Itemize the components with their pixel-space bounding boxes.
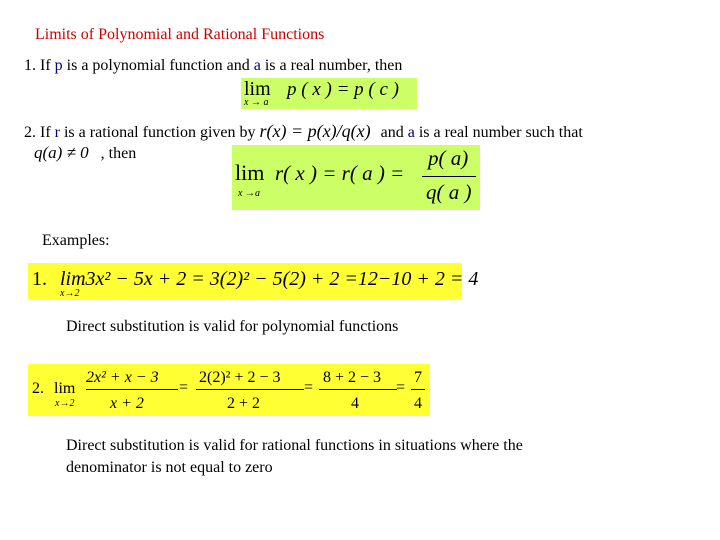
example2-f1-num: 2x² + x − 3	[86, 369, 159, 386]
rule2-formula-den: q( a )	[426, 180, 472, 204]
rule2-formula-left: r( x ) = r( a ) =	[275, 161, 405, 185]
rule1-formula-body: p ( x ) = p ( c )	[287, 79, 399, 100]
rule1-formula-box	[241, 78, 417, 109]
rule2-if: If	[40, 124, 51, 141]
rule2-number: 2.	[24, 124, 36, 141]
example1-formula: lim3x² − 5x + 2 = 3(2)² − 5(2) + 2 =12−10 + 2 = 4	[60, 268, 479, 290]
example2-note-line2: denominator is not equal to zero	[66, 459, 273, 476]
rule2-formula-num: p( a)	[428, 146, 469, 170]
rule1-text	[24, 57, 402, 75]
rule2-and: and	[380, 124, 404, 141]
rule1-var-p: p	[54, 57, 63, 74]
rule1-formula-lim: lim	[244, 78, 271, 100]
rule1-if: If	[40, 57, 51, 74]
rule2-then: , then	[100, 145, 137, 162]
example2-f3-num: 8 + 2 − 3	[323, 369, 382, 386]
page-title: Limits of Polynomial and Rational Functions	[35, 26, 325, 43]
rule2-formula-sub: x →a	[238, 188, 260, 199]
rule2-formula-lim: lim	[235, 160, 265, 185]
example2-f2-den: 2 + 2	[227, 395, 261, 412]
rule1-var-a: a	[253, 57, 261, 74]
example2-eq3: =	[396, 379, 406, 396]
rule2-mid: is a rational function given by	[63, 124, 256, 141]
example2-f4-num: 7	[414, 369, 422, 386]
example2-number: 2.	[32, 380, 44, 397]
example2-note-line1: Direct substitution is valid for rational functions in situations where the	[66, 437, 523, 454]
example1-box	[28, 263, 479, 300]
example2-eq1: =	[179, 379, 189, 396]
rule2-var-a: a	[407, 124, 415, 141]
rule2-end: is a real number such that	[418, 124, 583, 141]
rule1-number: 1.	[24, 57, 36, 74]
rule2-condition-line	[34, 143, 136, 163]
examples-label: Examples:	[42, 232, 110, 249]
rule1-formula-sub: x → a	[244, 97, 269, 108]
example2-f2-num: 2(2)² + 2 − 3	[199, 369, 281, 386]
example2-f3-den: 4	[351, 395, 359, 412]
rule2-fraction-bar	[422, 176, 476, 177]
rule1-end: is a real number, then	[264, 57, 403, 74]
example2-sub: x→2	[55, 398, 75, 409]
example2-lim: lim	[54, 380, 76, 397]
example2-f2-bar	[196, 389, 304, 390]
rule2-inline-formula: r(x) = p(x)/q(x)	[259, 121, 371, 141]
example2-note	[66, 435, 523, 479]
example2-f1-den: x + 2	[110, 395, 144, 412]
rule1-mid: is a polynomial function and	[66, 57, 250, 74]
example2-f3-bar	[319, 389, 397, 390]
rule2-text	[24, 121, 583, 142]
rule2-condition: q(a) ≠ 0	[34, 143, 89, 162]
example1-sub: x→2	[60, 288, 80, 299]
example1-note: Direct substitution is valid for polynomial functions	[66, 318, 399, 335]
example2-f4-den: 4	[414, 395, 422, 412]
rule2-formula-box	[232, 145, 480, 210]
example2-f1-bar	[86, 389, 178, 390]
example2-box	[28, 364, 430, 416]
example1-number: 1.	[32, 268, 47, 290]
rule2-var-r: r	[54, 124, 60, 141]
example2-f4-bar	[411, 389, 425, 390]
example2-eq2: =	[304, 379, 314, 396]
